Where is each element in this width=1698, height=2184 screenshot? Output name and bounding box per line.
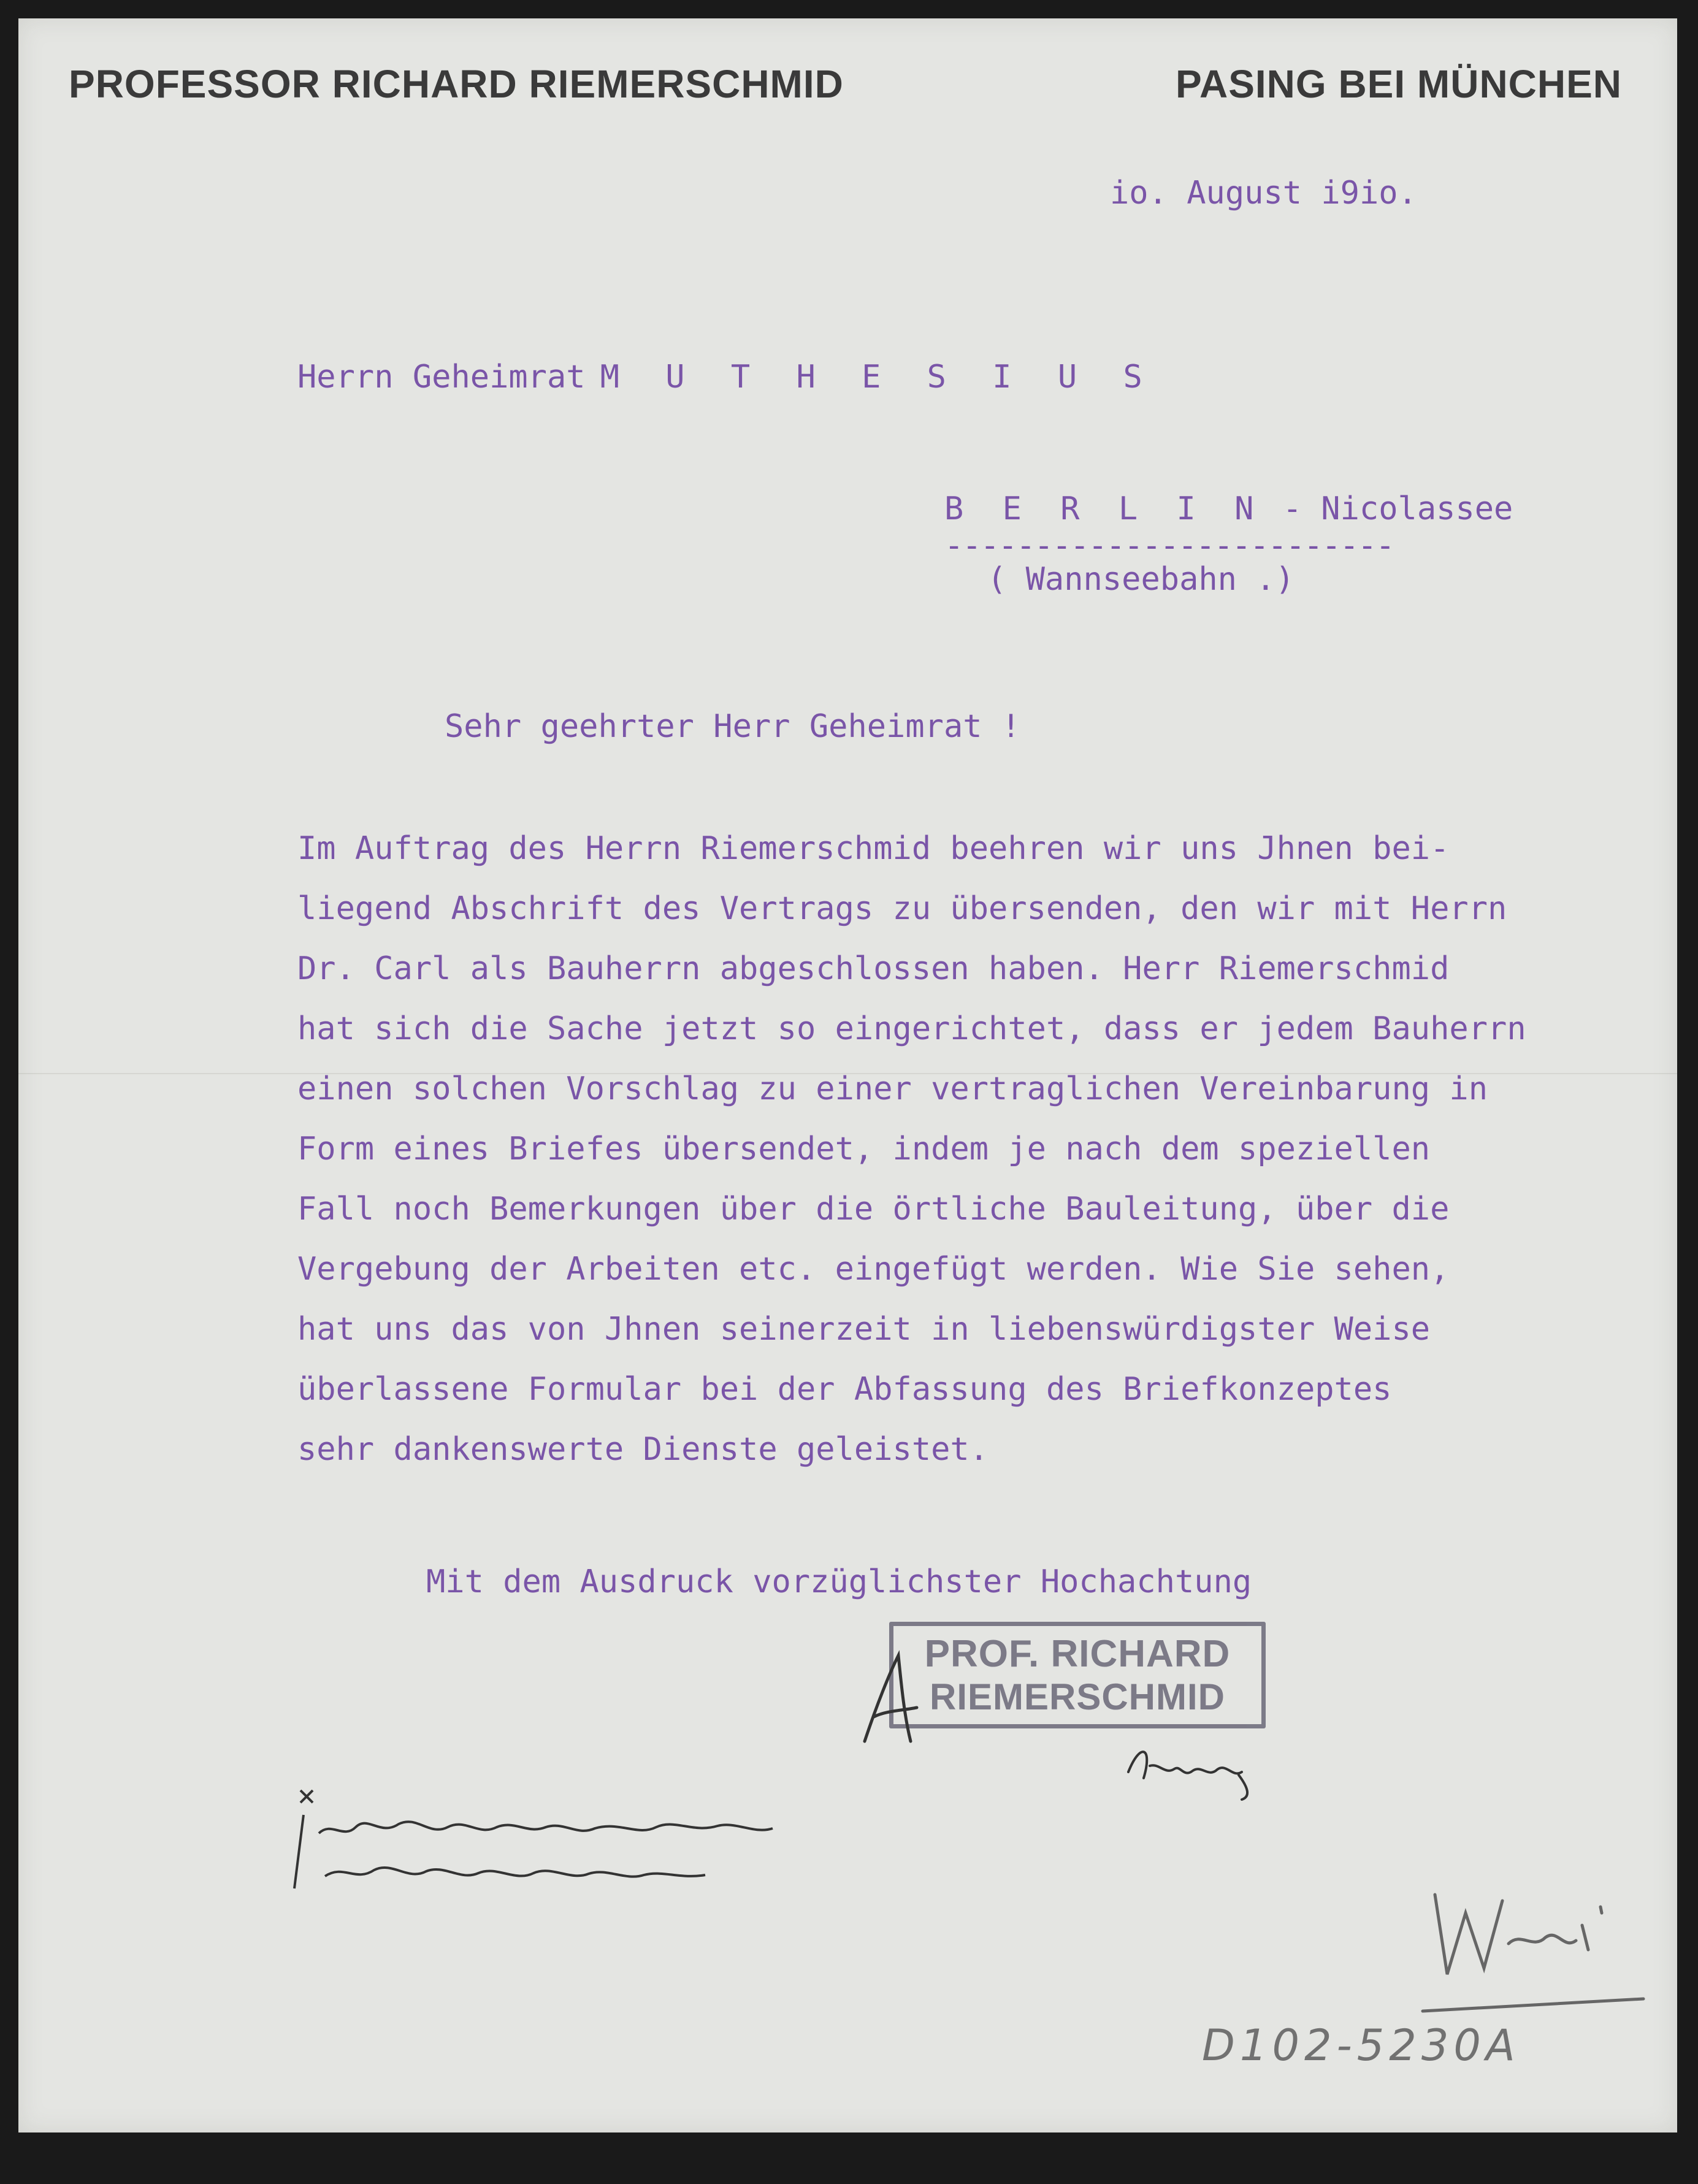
stamp-line-2: RIEMERSCHMID (929, 1676, 1225, 1717)
signature-stamp (889, 1622, 1266, 1728)
handwritten-signature (1116, 1729, 1275, 1803)
recipient-district: - Nicolassee (1282, 491, 1513, 527)
body-line: überlassene Formular bei der Abfassung des Briefkonzeptes (297, 1371, 1392, 1408)
stamp-line-1: PROF. RICHARD (924, 1633, 1231, 1675)
closing-line: Mit dem Ausdruck vorzüglichster Hochachtung (426, 1564, 1252, 1600)
body-line: sehr dankenswerte Dienste geleistet. (297, 1431, 989, 1468)
letterhead-place: PASING BEI MÜNCHEN (1176, 62, 1622, 106)
recipient-line (297, 359, 1156, 395)
pencil-initial (1410, 1870, 1656, 2029)
salutation: Sehr geehrter Herr Geheimrat ! (445, 708, 1021, 745)
letterhead-name: PROFESSOR RICHARD RIEMERSCHMID (69, 62, 844, 106)
letter-date: io. August i9io. (1110, 175, 1417, 212)
handwritten-footnote (276, 1778, 877, 1913)
body-line: Fall noch Bemerkungen über die örtliche Bauleitung, über die (297, 1191, 1450, 1228)
recipient-city-line (944, 491, 1513, 527)
recipient-prefix: Herrn Geheimrat (297, 359, 586, 395)
archive-number: D102-5230A (1202, 2020, 1520, 2071)
body-line: hat uns das von Jhnen seinerzeit in liebenswürdigster Weise (297, 1311, 1431, 1348)
body-line: Dr. Carl als Bauherrn abgeschlossen haben. Herr Riemerschmid (297, 950, 1450, 987)
body-line: einen solchen Vorschlag zu einer vertraglichen Vereinbarung in (297, 1071, 1488, 1107)
body-line: hat sich die Sache jetzt so eingerichtet, dass er jedem Bauherrn (297, 1010, 1526, 1047)
recipient-name: M U T H E S I U S (600, 359, 1156, 395)
recipient-note: ( Wannseebahn .) (987, 561, 1295, 598)
body-line: Im Auftrag des Herrn Riemerschmid beehren wir uns Jhnen bei- (297, 830, 1450, 867)
address-underline: ------------------------- (944, 527, 1394, 564)
body-line: liegend Abschrift des Vertrags zu übersenden, den wir mit Herrn (297, 890, 1507, 927)
recipient-city: B E R L I N (944, 491, 1264, 527)
letter-body (297, 819, 1524, 1480)
letter-page (18, 18, 1677, 2132)
body-line: Form eines Briefes übersendet, indem je nach dem speziellen (297, 1131, 1431, 1167)
handwritten-initial (852, 1649, 926, 1754)
body-line: Vergebung der Arbeiten etc. eingefügt werden. Wie Sie sehen, (297, 1251, 1450, 1288)
